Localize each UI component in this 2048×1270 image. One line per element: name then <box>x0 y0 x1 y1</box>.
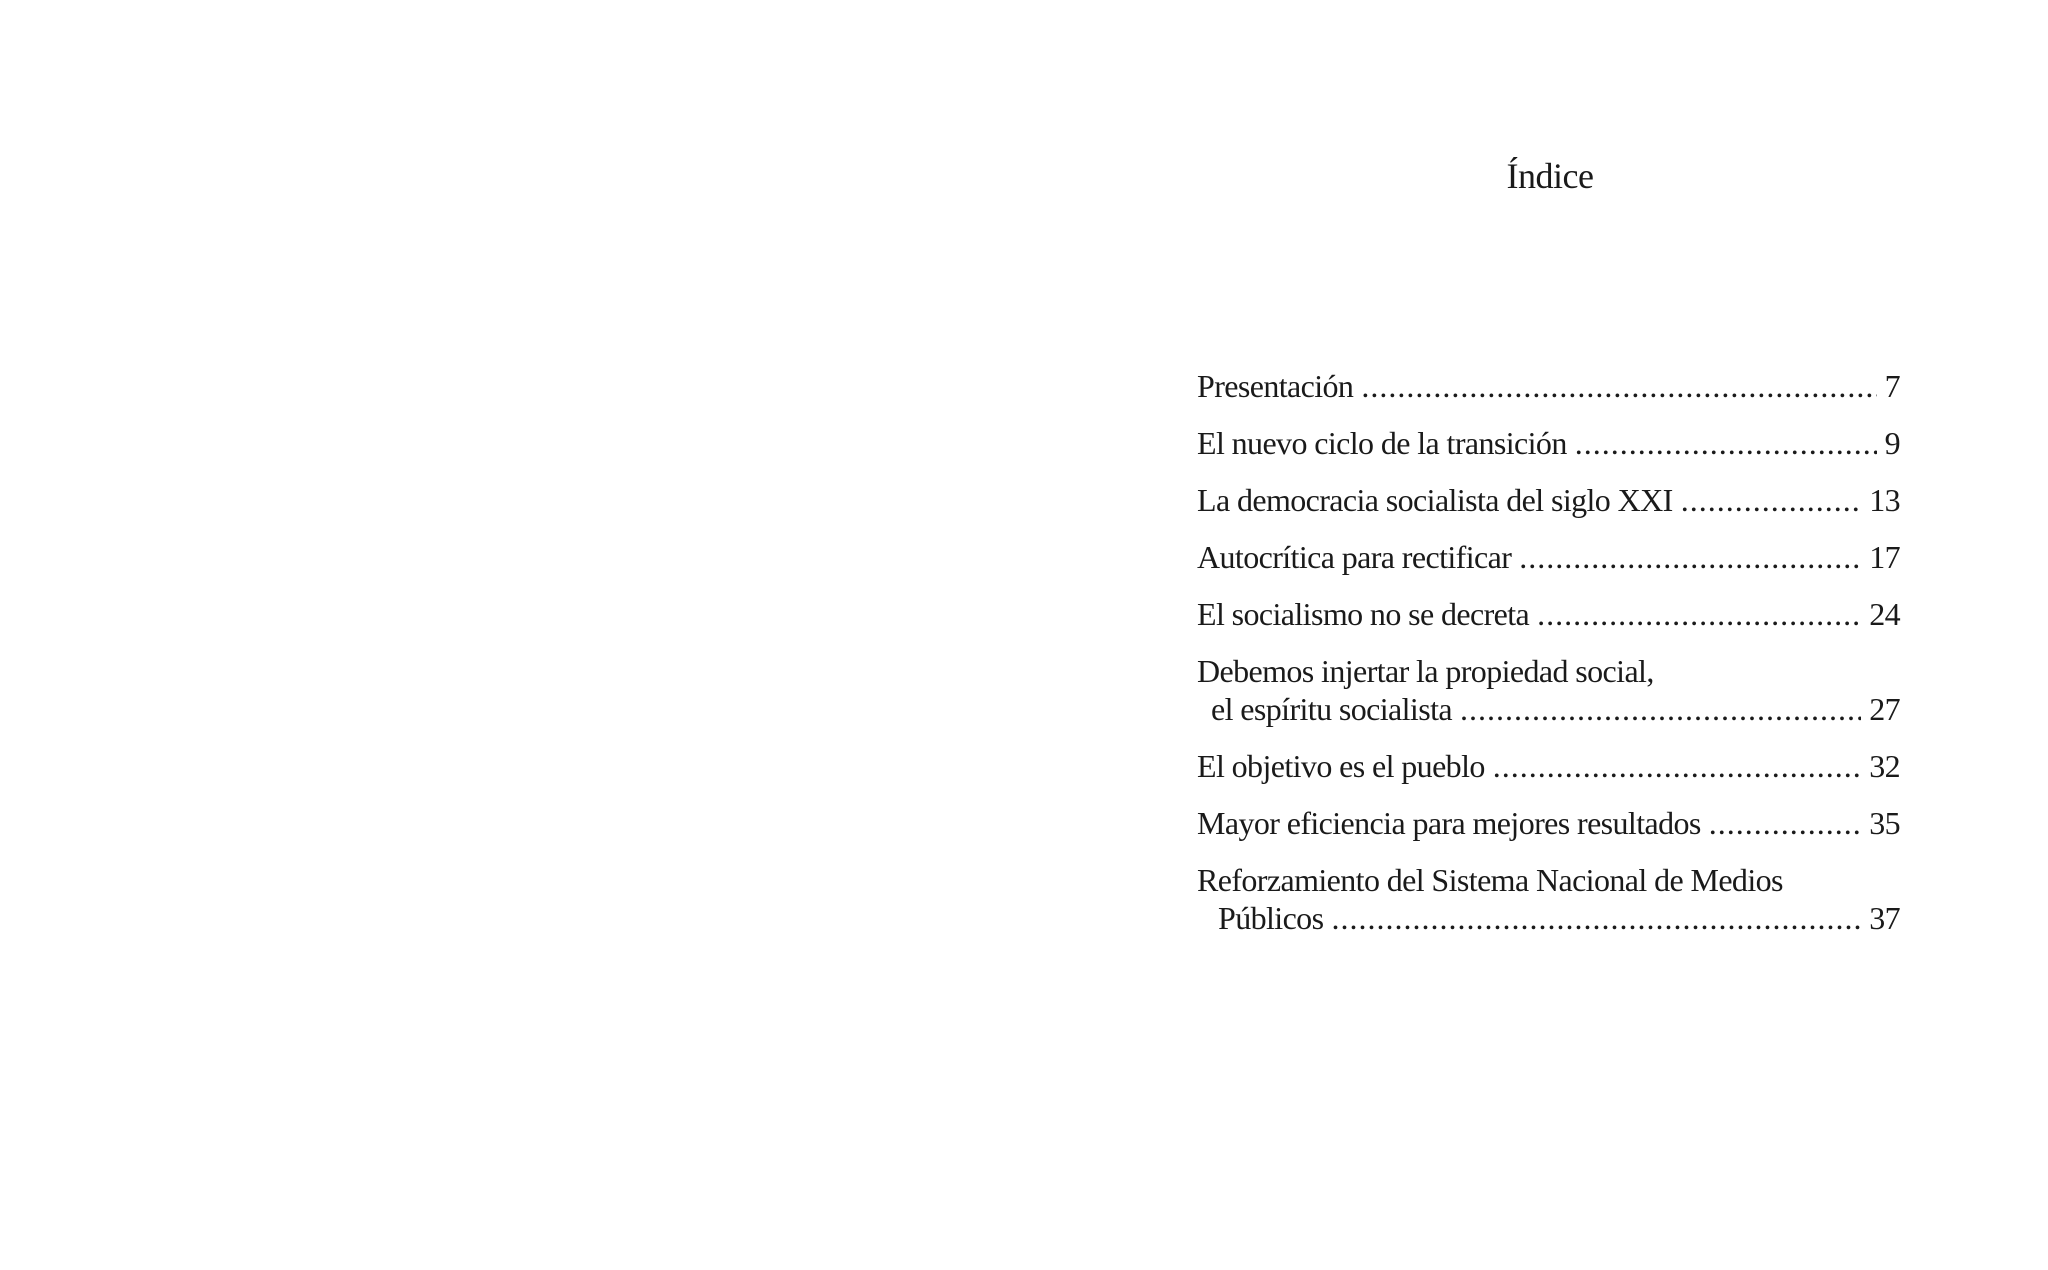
toc-entry-title-continued: Públicos <box>1218 900 1324 936</box>
dot-leader <box>1681 480 1862 520</box>
toc-entry <box>1197 594 1900 634</box>
page-title: Índice <box>1506 156 1594 196</box>
table-of-contents <box>1197 366 1900 955</box>
toc-page-number: 27 <box>1869 691 1900 727</box>
toc-entry-title: El socialismo no se decreta <box>1197 596 1530 632</box>
toc-page-number: 32 <box>1869 748 1900 784</box>
toc-page-number: 9 <box>1884 425 1900 461</box>
toc-page-number: 35 <box>1869 805 1900 841</box>
toc-entry-title: El objetivo es el pueblo <box>1197 748 1485 784</box>
toc-entry <box>1197 746 1900 786</box>
toc-entry <box>1197 537 1900 577</box>
dot-leader <box>1519 537 1861 577</box>
dot-leader <box>1709 803 1861 843</box>
toc-entry-title: El nuevo ciclo de la transición <box>1197 425 1567 461</box>
toc-page-number: 24 <box>1869 596 1900 632</box>
toc-page-number: 7 <box>1884 368 1900 404</box>
toc-entry-title: Debemos injertar la propiedad social, <box>1197 653 1654 689</box>
toc-page-number: 17 <box>1869 539 1900 575</box>
toc-entry <box>1197 423 1900 463</box>
dot-leader <box>1331 898 1861 938</box>
toc-entry <box>1197 803 1900 843</box>
toc-entry <box>1197 860 1900 938</box>
toc-entry-title: La democracia socialista del siglo XXI <box>1197 482 1673 518</box>
dot-leader <box>1361 366 1876 406</box>
toc-entry-title: Presentación <box>1197 368 1354 404</box>
toc-entry <box>1197 651 1900 729</box>
toc-page-number: 13 <box>1869 482 1900 518</box>
toc-entry-title-continued: el espíritu socialista <box>1211 691 1452 727</box>
toc-entry <box>1197 480 1900 520</box>
toc-page-number: 37 <box>1869 900 1900 936</box>
dot-leader <box>1460 689 1861 729</box>
toc-entry-title: Autocrítica para rectificar <box>1197 539 1512 575</box>
toc-entry-title: Reforzamiento del Sistema Nacional de Medios <box>1197 862 1783 898</box>
toc-entry <box>1197 366 1900 406</box>
toc-entry-title: Mayor eficiencia para mejores resultados <box>1197 805 1701 841</box>
dot-leader <box>1493 746 1861 786</box>
dot-leader <box>1537 594 1861 634</box>
dot-leader <box>1575 423 1877 463</box>
